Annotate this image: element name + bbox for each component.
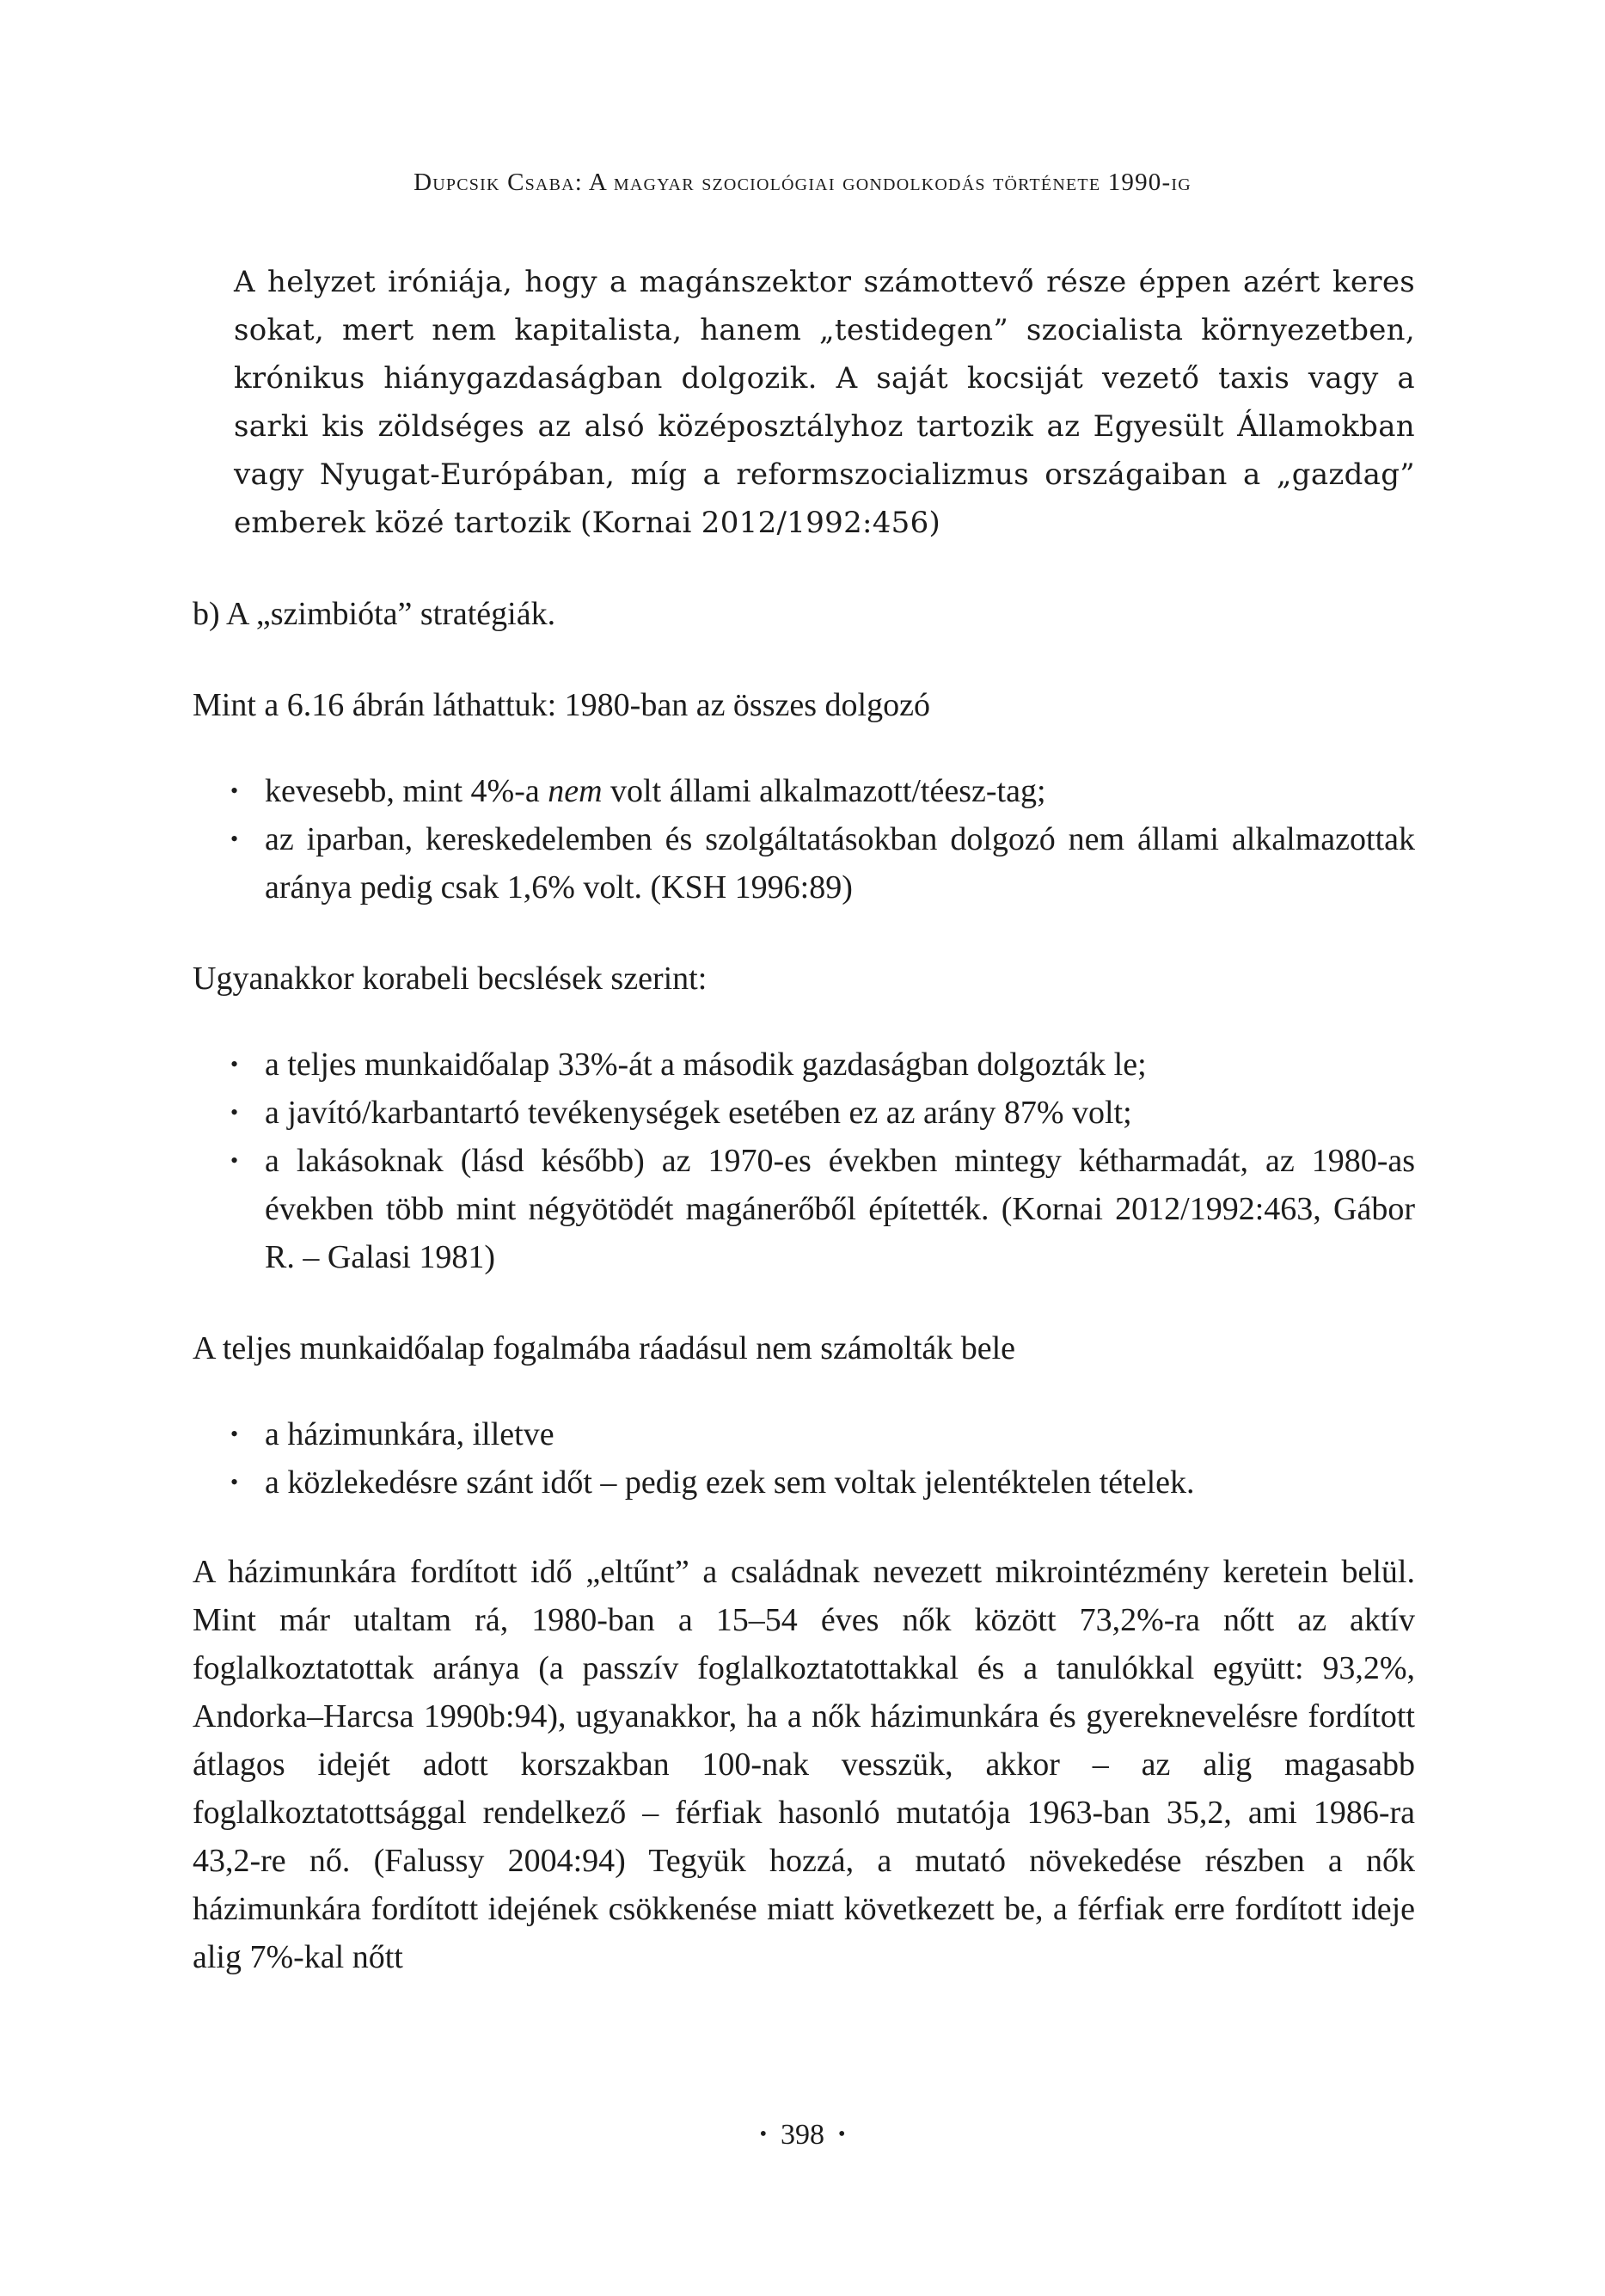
- list-item: [193, 1089, 1415, 1137]
- worktime-intro: A teljes munkaidőalap fogalmába ráadásul nem számolták bele: [193, 1330, 1016, 1366]
- emphasis-text: nem: [548, 773, 603, 809]
- list-item: [193, 1410, 1415, 1458]
- section-b-intro: Mint a 6.16 ábrán láthattuk: 1980-ban az összes dolgozó: [193, 687, 930, 723]
- list-item: [193, 815, 1415, 912]
- page-content: [193, 258, 1415, 1981]
- list-item-text-pre: kevesebb, mint 4%-a: [265, 773, 548, 809]
- page-number: 398: [781, 2119, 824, 2151]
- list-item-text: a teljes munkaidőalap 33%-át a második gazdaságban dolgozták le;: [265, 1047, 1147, 1083]
- bullet-icon: •: [230, 1148, 239, 1173]
- list-item: [193, 1458, 1415, 1507]
- estimates-list: [193, 1041, 1415, 1281]
- list-item-text-post: volt állami alkalmazott/téesz-tag;: [602, 773, 1046, 809]
- bullet-icon: •: [759, 2123, 767, 2146]
- bullet-icon: •: [230, 826, 239, 851]
- list-item: [193, 767, 1415, 815]
- list-item-text: a házimunkára, illetve: [265, 1416, 554, 1452]
- bullet-icon: •: [230, 1470, 239, 1495]
- list-item-text: a javító/karbantartó tevékenységek esetében ez az arány 87% volt;: [265, 1095, 1132, 1131]
- block-quote: A helyzet iróniája, hogy a magánszektor számottevő része éppen azért keres sokat, mert nem kapitalista, hanem „testidegen” szocialista környezetben, krónikus hiánygazdaságban dolgozik. A saját kocsiját vezető taxis vagy a sarki kis zöldséges az alsó középosztályhoz tartozik az Egyesült Államokban vagy Nyugat-Európában, míg a reformszocializmus országaiban a „gazdag” emberek közé tartozik (Kornai 2012/1992:456): [234, 265, 1415, 540]
- list-item-text: a lakásoknak (lásd később) az 1970-es években mintegy kétharmadát, az 1980-as években több mint négyötödét magánerőből építették. (Kornai 2012/1992:463, Gábor R. – Galasi 1981): [265, 1143, 1415, 1275]
- list-item-text: az iparban, kereskedelemben és szolgáltatásokban dolgozó nem állami alkalmazottak aránya pedig csak 1,6% volt. (KSH 1996:89): [265, 821, 1415, 906]
- worktime-list: [193, 1410, 1415, 1507]
- list-item: [193, 1137, 1415, 1281]
- list-item-text: a közlekedésre szánt időt – pedig ezek sem voltak jelentéktelen tételek.: [265, 1464, 1195, 1501]
- bullet-icon: •: [230, 1421, 239, 1446]
- bullet-icon: •: [838, 2123, 846, 2146]
- bullet-icon: •: [230, 1100, 239, 1125]
- running-head: Dupcsik Csaba: A magyar szociológiai gondolkodás története 1990-ig: [414, 169, 1191, 196]
- bullet-icon: •: [230, 778, 239, 803]
- section-heading-b: b) A „szimbióta” stratégiák.: [193, 596, 556, 632]
- final-paragraph: A házimunkára fordított idő „eltűnt” a családnak nevezett mikrointézmény keretein belül. Mint már utaltam rá, 1980-ban a 15–54 éves nők között 73,2%-ra nőtt az aktív foglalkoztatottak aránya (a passzív foglalkoztatottakkal és a tanulókkal együtt: 93,2%, Andorka–Harcsa 1990b:94), ugyanakkor, ha a nők házimunkára és gyereknevelésre fordított átlagos idejét adott korszakban 100-nak vesszük, akkor – az alig magasabb foglalkoztatottsággal rendelkező – férfiak hasonló mutatója 1963-ban 35,2, ami 1986-ra 43,2-re nő. (Falussy 2004:94) Tegyük hozzá, a mutató növekedése részben a nők házimunkára fordított idejének csökkenése miatt következett be, a férfiak erre fordított ideje alig 7%-kal nőtt: [193, 1554, 1415, 1975]
- bullet-icon: •: [230, 1052, 239, 1077]
- section-b-list: [193, 767, 1415, 912]
- list-item: [193, 1041, 1415, 1089]
- estimates-intro: Ugyanakkor korabeli becslések szerint:: [193, 961, 708, 997]
- page-footer: [0, 2119, 1605, 2152]
